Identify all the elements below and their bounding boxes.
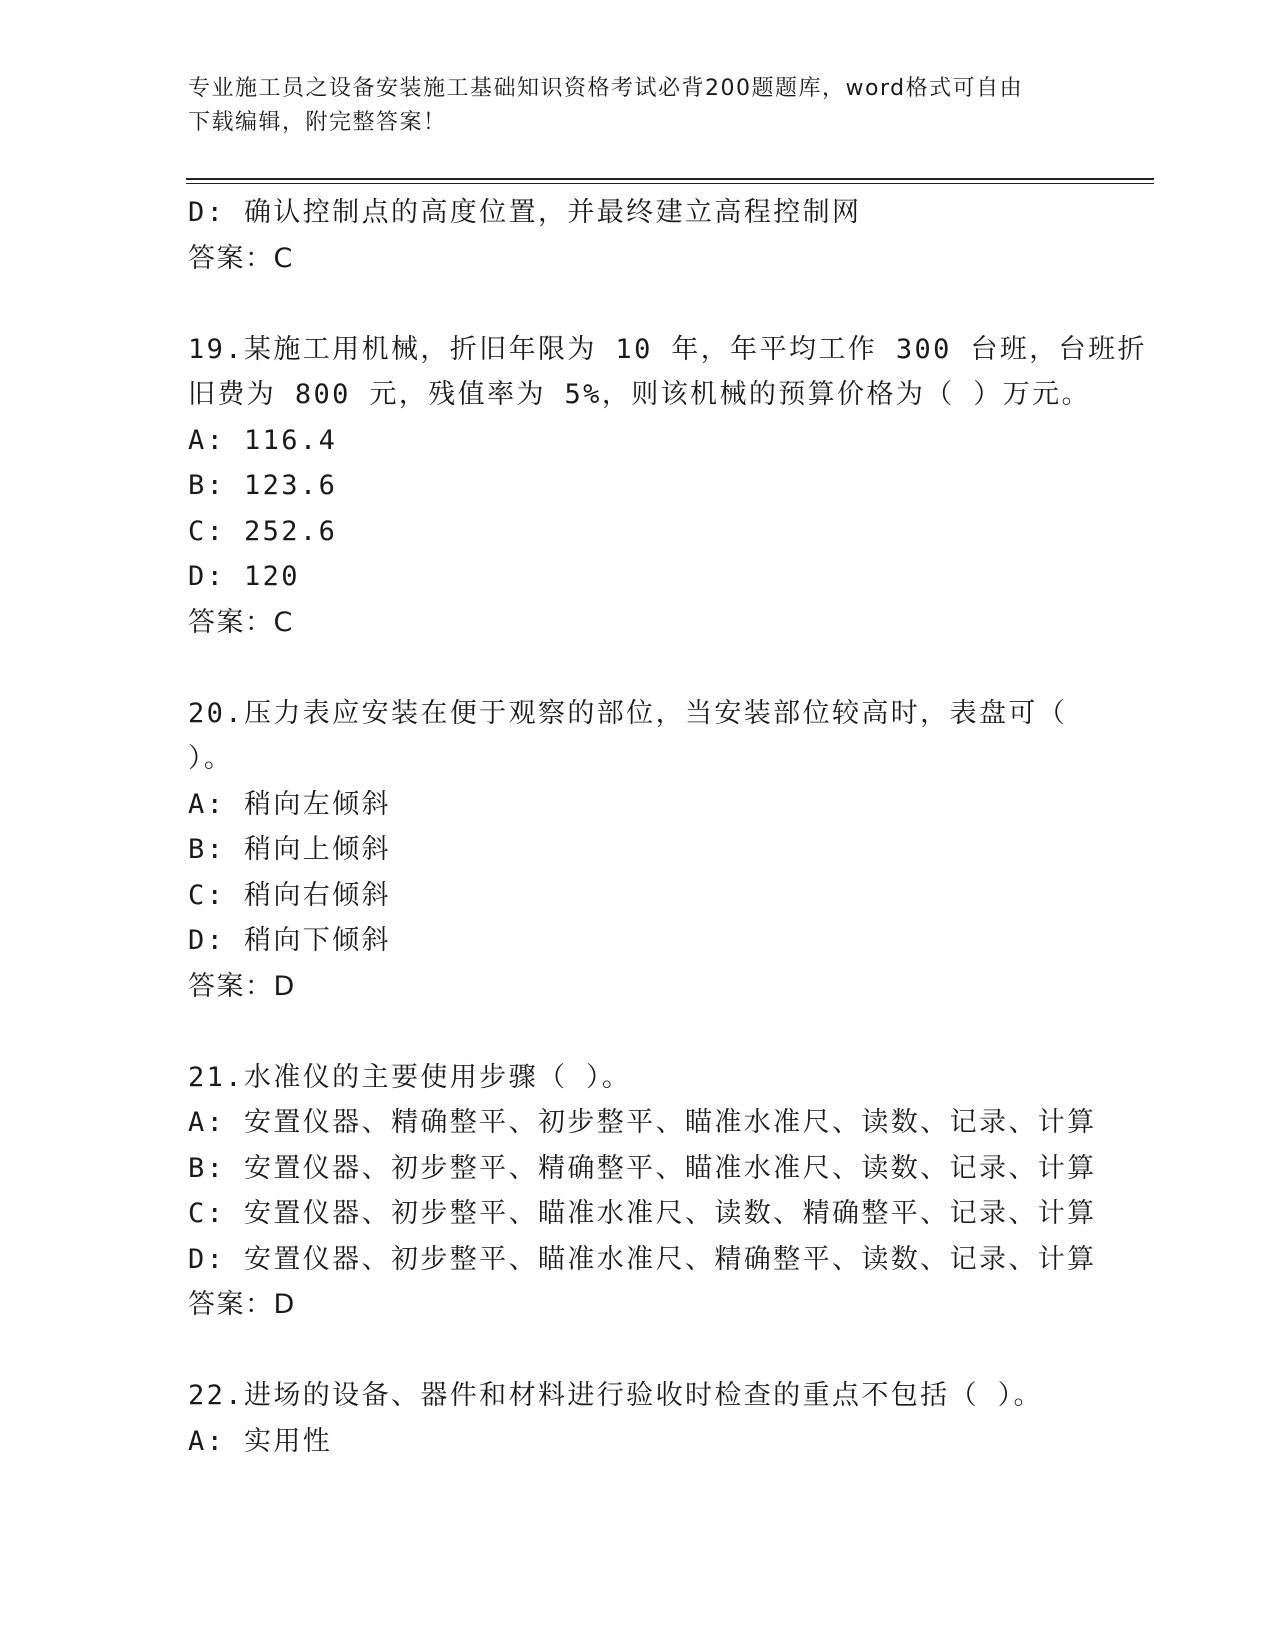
- question-21-stem-line1: 21.水准仪的主要使用步骤（ ）。: [188, 1061, 632, 1093]
- question-gap: [188, 645, 1128, 691]
- question-21-answer: 答案：D: [188, 1289, 296, 1320]
- question-gap: [188, 1009, 1128, 1055]
- question-19-option-a: A: 116.4: [188, 424, 338, 456]
- question-21-option-a: A: 安置仪器、精确整平、初步整平、瞄准水准尺、读数、记录、计算: [188, 1107, 1097, 1138]
- prev-option-d: D: 确认控制点的高度位置，并最终建立高程控制网: [188, 197, 862, 228]
- question-21-option-b: B: 安置仪器、初步整平、精确整平、瞄准水准尺、读数、记录、计算: [188, 1152, 1097, 1184]
- question-20-option-d: D: 稍向下倾斜: [188, 925, 391, 956]
- question-19-stem-line1: 19.某施工用机械，折旧年限为 10 年，年平均工作 300 台班，台班折: [188, 333, 1147, 365]
- question-20-option-a: A: 稍向左倾斜: [188, 788, 391, 820]
- question-19-option-b: B: 123.6: [188, 470, 338, 501]
- question-19-option-d: D: 120: [188, 561, 300, 592]
- question-21-option-c: C: 安置仪器、初步整平、瞄准水准尺、读数、精确整平、记录、计算: [188, 1198, 1097, 1229]
- question-gap: [188, 1328, 1128, 1374]
- question-21-option-d: D: 安置仪器、初步整平、瞄准水准尺、精确整平、读数、记录、计算: [188, 1243, 1097, 1275]
- question-list: [188, 190, 1147, 1464]
- question-20-option-c: C: 稍向右倾斜: [188, 879, 391, 911]
- question-19-stem-line2: 旧费为 800 元，残值率为 5%，则该机械的预算价格为（ ）万元。: [188, 379, 1091, 410]
- question-19-option-c: C: 252.6: [188, 515, 338, 547]
- header-divider-thin: [186, 183, 1154, 184]
- question-20-stem-line1: 20.压力表应安装在便于观察的部位，当安装部位较高时，表盘可（: [188, 697, 1068, 729]
- document-header-title: 专业施工员之设备安装施工基础知识资格考试必背200题题库，word格式可自由 下载编辑，附完整答案！: [188, 76, 1024, 135]
- question-19-answer: 答案：C: [188, 606, 294, 638]
- question-22-stem-line1: 22.进场的设备、器件和材料进行验收时检查的重点不包括（ ）。: [188, 1380, 1043, 1411]
- question-22-option-a: A: 实用性: [188, 1425, 333, 1457]
- header-divider-thick: [186, 178, 1154, 180]
- question-20-option-b: B: 稍向上倾斜: [188, 834, 391, 865]
- prev-answer: 答案：C: [188, 242, 294, 274]
- question-gap: [188, 281, 1128, 327]
- question-20-answer: 答案：D: [188, 970, 296, 1002]
- question-20-stem-line2: ）。: [188, 743, 234, 774]
